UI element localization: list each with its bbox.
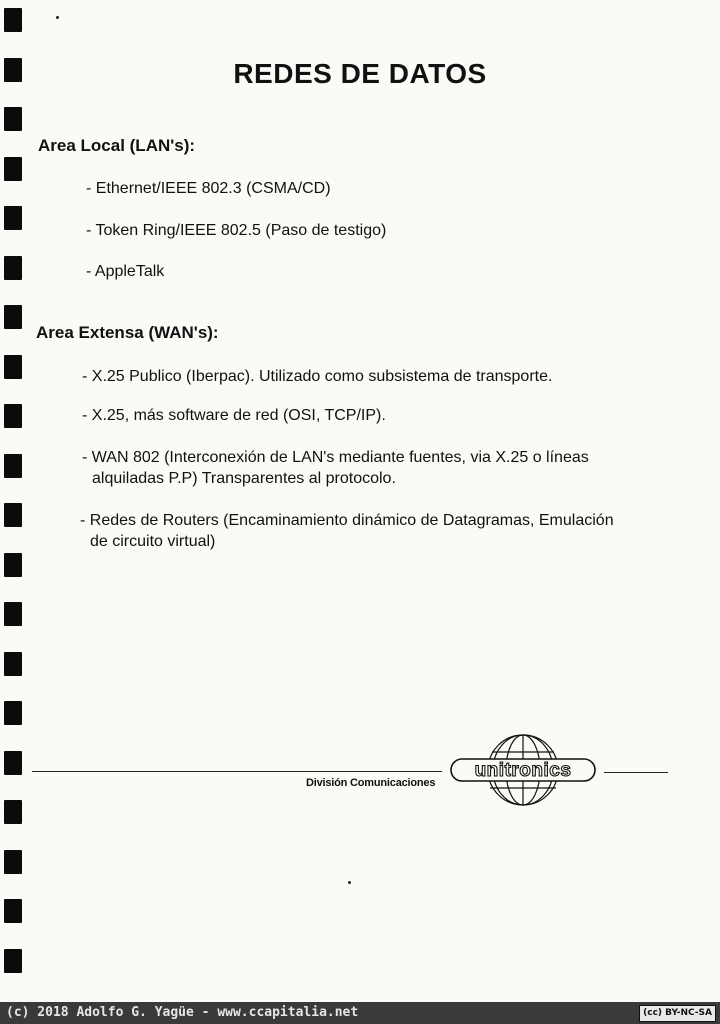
binding-hole — [4, 206, 22, 230]
copyright-text: (c) 2018 Adolfo G. Yagüe - www.ccapitalia.net — [6, 1005, 359, 1020]
division-label: División Comunicaciones — [306, 777, 436, 789]
binding-hole — [4, 652, 22, 676]
list-item — [82, 447, 589, 489]
cc-license-badge[interactable]: (cc) BY-NC-SA — [639, 1005, 716, 1022]
binding-hole — [4, 949, 22, 973]
binding-hole — [4, 454, 22, 478]
page-title: REDES DE DATOS — [233, 58, 487, 89]
binding-hole — [4, 800, 22, 824]
list-item — [82, 405, 386, 426]
section-heading-lan: Area Local (LAN's): — [38, 136, 196, 155]
binding-hole — [4, 404, 22, 428]
footer-rule-left — [32, 771, 442, 772]
spiral-binding — [0, 0, 26, 1000]
list-item — [82, 366, 552, 387]
credit-bar — [0, 1002, 720, 1024]
list-item — [80, 510, 614, 552]
binding-hole — [4, 305, 22, 329]
list-item: - AppleTalk — [86, 263, 165, 280]
binding-hole — [4, 701, 22, 725]
list-item-continuation: alquiladas P.P) Transparentes al protocolo. — [92, 470, 396, 487]
binding-hole — [4, 8, 22, 32]
list-item-text: - X.25 Publico (Iberpac). Utilizado como subsistema de transporte. — [82, 368, 553, 385]
speck — [56, 16, 59, 19]
list-item-continuation: de circuito virtual) — [90, 533, 216, 550]
list-item-text: - WAN 802 (Interconexión de LAN's mediante fuentes, via X.25 o líneas — [82, 449, 589, 466]
binding-hole — [4, 157, 22, 181]
binding-hole — [4, 850, 22, 874]
binding-hole — [4, 256, 22, 280]
binding-hole — [4, 602, 22, 626]
binding-hole — [4, 751, 22, 775]
list-item: - Token Ring/IEEE 802.5 (Paso de testigo) — [86, 222, 387, 239]
binding-hole — [4, 355, 22, 379]
list-item-text: - Redes de Routers (Encaminamiento dinámico de Datagramas, Emulación — [80, 512, 614, 529]
section-heading-wan: Area Extensa (WAN's): — [36, 323, 219, 342]
footer-rule-right — [604, 772, 668, 773]
list-item-text: - X.25, más software de red (OSI, TCP/IP). — [82, 407, 386, 424]
unitronics-logo — [448, 732, 598, 812]
binding-hole — [4, 899, 22, 923]
logo-text: unitronics — [474, 760, 572, 781]
speck — [348, 881, 351, 884]
list-item: - Ethernet/IEEE 802.3 (CSMA/CD) — [86, 180, 331, 197]
binding-hole — [4, 553, 22, 577]
binding-hole — [4, 107, 22, 131]
binding-hole — [4, 503, 22, 527]
